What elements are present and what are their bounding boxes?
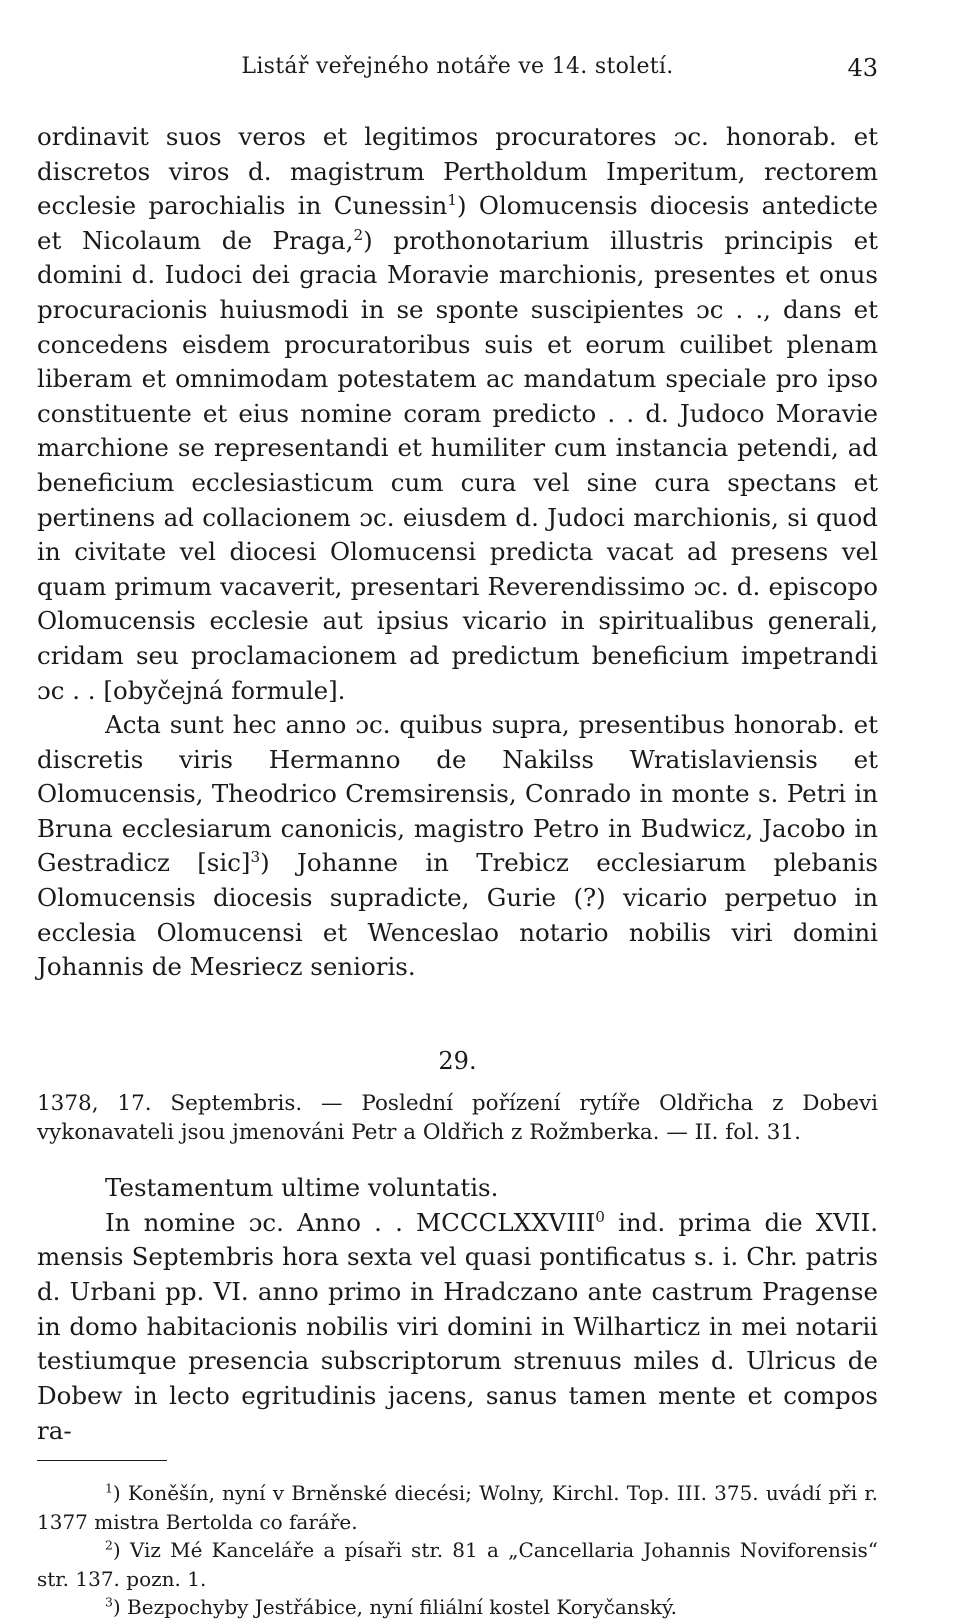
footnote-mark: 2: [105, 1537, 113, 1553]
footnote-divider: [37, 1460, 167, 1461]
text-span: ordinavit suos veros et legitimos procuratores ɔc. honorab. et discretos viros d. magistrum Pertholdum Imperitum, rectorem ecclesie parochialis in Cunessin: [37, 122, 878, 221]
main-text: [37, 120, 878, 985]
footnote-ref-1: 1: [447, 191, 457, 210]
testament-text: [37, 1171, 878, 1449]
footnote-text: ) Bezpochyby Jestřábice, nyní filiální kostel Koryčanský.: [112, 1595, 678, 1620]
paragraph-acta: [37, 708, 878, 985]
page-header: [37, 48, 878, 88]
text-span: ) Johanne in Trebicz ecclesiarum plebanis Olomucensis diocesis supradicte, Gurie (?) vicario perpetuo in ecclesia Olomucensi et Wenceslao notario nobilis viri domini Johannis de Mesriecz senioris.: [37, 848, 878, 982]
footnote-mark: 1: [105, 1480, 113, 1496]
regest-text: 1378, 17. Septembris. — Poslední pořízení rytíře Oldřicha z Dobevi vykonavateli jsou jmenováni Petr a Oldřich z Rožmberka. — II. fol. 31.: [37, 1090, 878, 1145]
text-span: ) Olomucensis diocesis antedicte et Nicolaum de Praga,: [37, 191, 878, 255]
regest: [37, 1089, 878, 1147]
footnote-ref-3: 3: [250, 848, 261, 867]
footnote-2: [37, 1536, 878, 1593]
footnote-text: ) Viz Mé Kanceláře a písaři str. 81 a „Cancellaria Johannis Noviforensis“ str. 137. pozn. 1.: [37, 1538, 878, 1591]
footnotes: [37, 1479, 878, 1622]
paragraph-testament: [37, 1206, 878, 1449]
ordinal-mark: 0: [595, 1207, 605, 1226]
footnote-3: [37, 1593, 878, 1622]
text-span: ind. prima die XVII. mensis Septembris hora sexta vel quasi pontificatus s. i. Chr. patris d. Urbani pp. VI. anno primo in Hradczano ante castrum Pragense in domo habitacionis nobilis viri domini in Wilharticz in mei notarii testiumque presencia subscriptorum strenuus miles d. Ulricus de Dobew in lecto egritudinis jacens, sanus tamen mente et compos ra-: [37, 1207, 878, 1445]
footnote-text: ) Koněšín, nyní v Brněnské diecési; Wolny, Kirchl. Top. III. 375. uvádí při r. 1377 mistra Bertolda co faráře.: [37, 1481, 878, 1534]
paragraph-procurators: [37, 120, 878, 708]
text-span: Acta sunt hec anno ɔc. quibus supra, presentibus honorab. et discretis viris Hermanno de Nakilss Wratislaviensis et Olomucensis, Theodrico Cremsirensis, Conrado in monte s. Petri in Bruna ecclesiarum canonicis, magistro Petro in Budwicz, Jacobo in Gestradicz [sic]: [37, 710, 878, 878]
document-number: 29.: [438, 1046, 477, 1075]
testament-title: Testamentum ultime voluntatis.: [105, 1172, 499, 1202]
page-number: 43: [847, 54, 878, 82]
text-span: ) prothonotarium illustris principis et domini d. Iudoci dei gracia Moravie marchionis, presentes et onus procuracionis huiusmodi in se sponte suscipientes ɔc . ., dans et concedens eisdem procuratoribus suis et eorum cuilibet plenam liberam et omnimodam potestatem ac mandatum speciale pro ipso constituente et eius nomine coram predicto . . d. Judoco Moravie marchione se representandi et humiliter cum instancia petendi, ad beneficium ecclesiasticum cum cura vel sine cura spectans et pertinens ad collacionem ɔc. eiusdem d. Judoci marchionis, si quod in civitate vel diocesi Olomucensi predicta vacat ad presens vel quam primum vacaverit, presentari Reverendissimo ɔc. d. episcopo Olomucensis ecclesie aut ipsius vicario in spiritualibus generali, cridam seu proclamacionem ad predictum beneficium impetrandi ɔc . . [obyčejná formule].: [37, 225, 878, 705]
running-title: Listář veřejného notáře ve 14. století.: [241, 54, 674, 79]
footnote-ref-2: 2: [353, 225, 364, 244]
document-page: [37, 48, 878, 1622]
footnote-1: [37, 1479, 878, 1536]
footnote-mark: 3: [105, 1594, 113, 1610]
text-span: In nomine ɔc. Anno . . MCCCLXXVIII: [105, 1207, 596, 1237]
